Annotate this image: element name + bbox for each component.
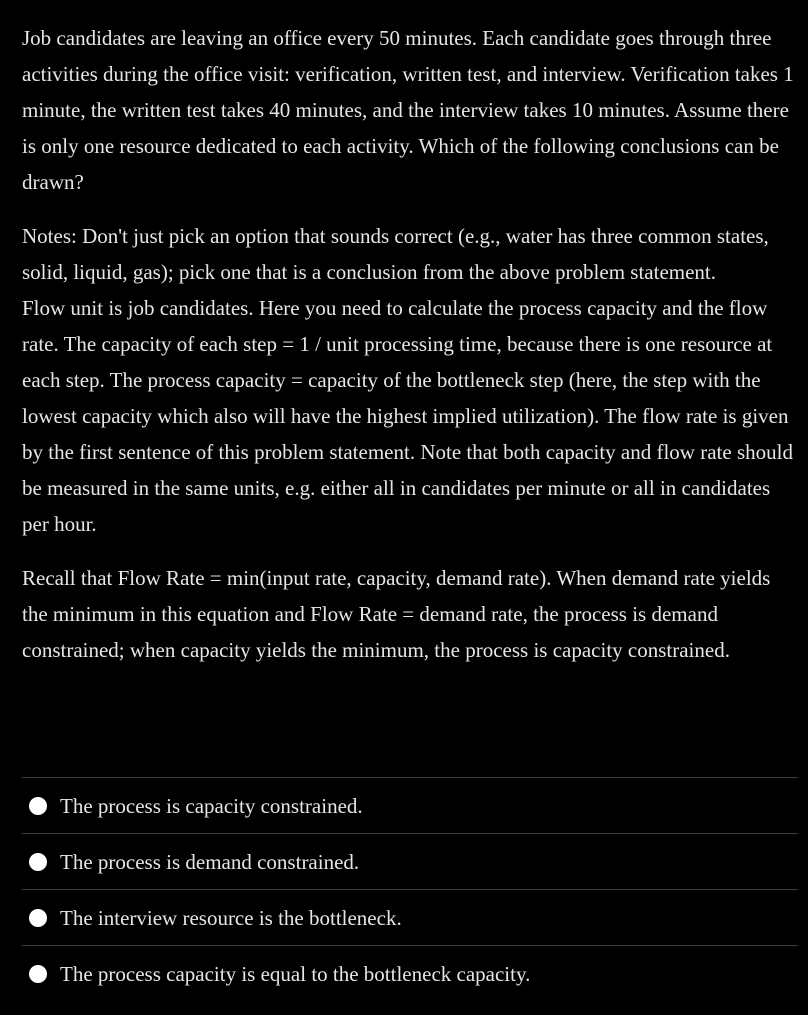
answer-options <box>22 777 798 1001</box>
option-capacity-equals-bottleneck[interactable] <box>22 945 798 1001</box>
flow-explanation-text: Flow unit is job candidates. Here you need to calculate the process capacity and the flow rate. The capacity of each step = 1 / unit processing time, because there is one resource at each step. The process capacity = capacity of the bottleneck step (here, the step with the lowest capacity which also will have the highest implied utilization). The flow rate is given by the first sentence of this problem statement. Note that both capacity and flow rate should be measured in the same units, e.g. either all in candidates per minute or all in candidates per hour. <box>22 296 793 536</box>
option-capacity-constrained[interactable] <box>22 777 798 833</box>
option-demand-constrained[interactable] <box>22 833 798 889</box>
radio-button[interactable] <box>29 853 47 871</box>
radio-button[interactable] <box>29 965 47 983</box>
option-label: The process is capacity constrained. <box>60 793 363 818</box>
radio-button[interactable] <box>29 797 47 815</box>
option-label: The interview resource is the bottleneck. <box>60 905 402 930</box>
radio-button[interactable] <box>29 909 47 927</box>
option-label: The process is demand constrained. <box>60 849 360 874</box>
option-label: The process capacity is equal to the bottleneck capacity. <box>60 961 531 986</box>
question-content <box>22 20 798 668</box>
option-interview-bottleneck[interactable] <box>22 889 798 945</box>
question-text: Job candidates are leaving an office every 50 minutes. Each candidate goes through three activities during the office visit: verification, written test, and interview. Verification takes 1 minute, the written test takes 40 minutes, and the interview takes 10 minutes. Assume there is only one resource dedicated to each activity. Which of the following conclusions can be drawn? <box>22 26 794 194</box>
notes-text: Notes: Don't just pick an option that sounds correct (e.g., water has three common states, solid, liquid, gas); pick one that is a conclusion from the above problem statement. <box>22 224 769 284</box>
recall-text: Recall that Flow Rate = min(input rate, capacity, demand rate). When demand rate yields the minimum in this equation and Flow Rate = demand rate, the process is demand constrained; when capacity yields the minimum, the process is capacity constrained. <box>22 566 771 662</box>
